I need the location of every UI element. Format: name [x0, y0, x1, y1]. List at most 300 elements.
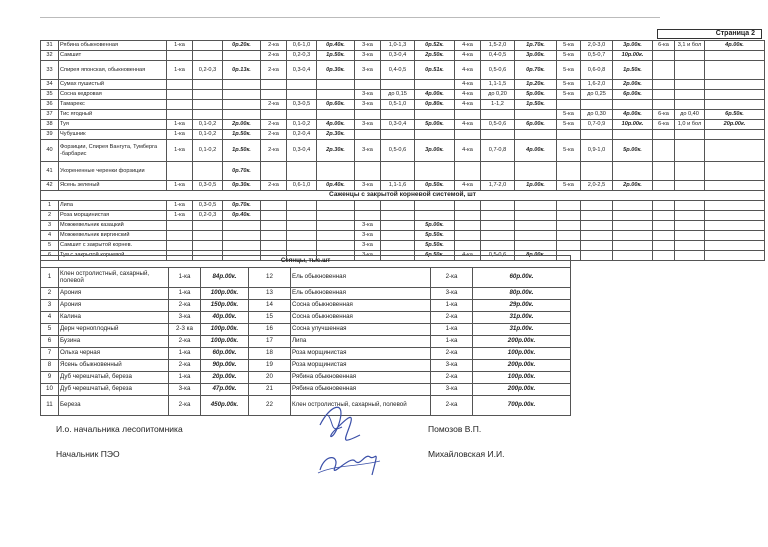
cell-price — [317, 231, 355, 241]
seedling-g1: 3-ка — [169, 312, 201, 324]
cell-height — [481, 130, 515, 140]
cell-grade: 6-ка — [653, 120, 675, 130]
seedlings-title: Сеянцы, тыс.шт — [41, 256, 571, 268]
cell-grade: 2-ка — [261, 120, 287, 130]
cell-grade — [455, 211, 481, 221]
cell-price: 1р.50к. — [515, 100, 557, 110]
cell-grade — [653, 61, 675, 80]
seedling-p1: 60р.00к. — [201, 348, 249, 360]
cell-price: 5р.50к. — [415, 241, 455, 251]
cell-height — [481, 110, 515, 120]
cell-price — [613, 201, 653, 211]
seedling-name2: Сосна обыкновенная — [291, 300, 431, 312]
cell-grade — [167, 241, 193, 251]
cell-price: 0р.52к. — [415, 41, 455, 51]
cell-grade — [653, 221, 675, 231]
cell-grade: 4-ка — [455, 90, 481, 100]
cell-height: 1,0 и бол — [675, 120, 705, 130]
cell-height — [675, 241, 705, 251]
signature-name-1: Помозов В.П. — [428, 424, 482, 434]
seedling-g2: 2-ка — [431, 268, 473, 288]
seedling-n1: 7 — [41, 348, 59, 360]
cell-height — [287, 221, 317, 231]
cell-grade: 1-ка — [167, 41, 193, 51]
section-title: Саженцы с закрытой корневой системой, шт — [41, 191, 765, 201]
cell-price: 4р.00к. — [317, 120, 355, 130]
cell-price — [613, 211, 653, 221]
cell-height: 0,3-0,5 — [287, 100, 317, 110]
cell-grade: 2-ка — [261, 41, 287, 51]
cell-price — [515, 221, 557, 231]
cell-grade — [167, 110, 193, 120]
cell-price: 0р.51к. — [415, 61, 455, 80]
cell-grade: 6-ка — [653, 110, 675, 120]
cell-price: 4р.00к. — [613, 110, 653, 120]
species-name: Тис ягодный — [59, 110, 167, 120]
seedling-n1: 4 — [41, 312, 59, 324]
cell-height — [381, 80, 415, 90]
cell-height — [481, 211, 515, 221]
table-row — [41, 324, 571, 336]
seedling-p1: 90р.00к. — [201, 360, 249, 372]
cell-grade — [455, 110, 481, 120]
species-name: Роза морщинистая — [59, 211, 167, 221]
cell-height — [581, 241, 613, 251]
cell-height — [287, 162, 317, 181]
cell-grade — [355, 110, 381, 120]
cell-height: 0,5-0,6 — [481, 251, 515, 261]
cell-grade: 2-ка — [261, 51, 287, 61]
seedling-n1: 11 — [41, 396, 59, 416]
row-number: 37 — [41, 110, 59, 120]
cell-grade: 2-ка — [261, 100, 287, 110]
price-table — [40, 40, 765, 261]
cell-height: 0,1-0,2 — [193, 130, 223, 140]
cell-grade: 3-ка — [355, 221, 381, 231]
cell-height — [675, 80, 705, 90]
cell-price — [317, 241, 355, 251]
seedling-g1: 1-ка — [169, 288, 201, 300]
seedling-n2: 17 — [249, 336, 291, 348]
seedling-p1: 450р.00к. — [201, 396, 249, 416]
cell-height: 0,4-0,5 — [381, 61, 415, 80]
cell-height: 1,7-2,0 — [481, 181, 515, 191]
cell-height — [675, 201, 705, 211]
cell-grade: 2-ка — [261, 130, 287, 140]
cell-price — [705, 181, 765, 191]
cell-grade — [653, 251, 675, 261]
species-name: Рябина обыкновенная — [59, 41, 167, 51]
cell-price — [515, 162, 557, 181]
cell-price: 2р.00к. — [223, 120, 261, 130]
cell-height: 0,4-0,5 — [481, 51, 515, 61]
cell-grade — [557, 201, 581, 211]
cell-grade: 6-ка — [653, 41, 675, 51]
cell-grade: 5-ка — [557, 80, 581, 90]
cell-height — [381, 221, 415, 231]
cell-price: 6р.00к. — [613, 90, 653, 100]
table-row — [41, 211, 765, 221]
cell-price — [705, 162, 765, 181]
seedling-n1: 10 — [41, 384, 59, 396]
seedling-g2: 2-ка — [431, 372, 473, 384]
species-name: Форзиции, Спирея Вангута, Тумберга -барбарис — [59, 140, 167, 162]
seedling-n2: 15 — [249, 312, 291, 324]
top-rule — [40, 17, 660, 18]
cell-height — [287, 241, 317, 251]
cell-height — [381, 110, 415, 120]
cell-grade: 1-ка — [167, 61, 193, 80]
cell-grade: 5-ка — [557, 41, 581, 51]
species-name: Туя с закрытой корневой — [59, 251, 167, 261]
cell-grade — [261, 231, 287, 241]
seedling-n2: 12 — [249, 268, 291, 288]
cell-grade — [653, 90, 675, 100]
cell-height: 3,1 и бол — [675, 41, 705, 51]
cell-price — [223, 100, 261, 110]
cell-height — [381, 241, 415, 251]
cell-grade — [261, 211, 287, 221]
row-number: 4 — [41, 231, 59, 241]
species-name: Можжевельник виргинский — [59, 231, 167, 241]
cell-price: 4р.00к. — [705, 41, 765, 51]
cell-price — [223, 241, 261, 251]
seedling-p1: 100р.00к. — [201, 336, 249, 348]
cell-price: 0р.40к. — [317, 181, 355, 191]
cell-grade: 1-ка — [167, 120, 193, 130]
cell-grade — [261, 80, 287, 90]
cell-height: 0,2-0,3 — [193, 61, 223, 80]
section-row — [41, 256, 571, 268]
cell-price — [613, 100, 653, 110]
cell-price — [613, 231, 653, 241]
seedling-name1: Дуб черешчатый, береза — [59, 372, 169, 384]
section-row — [41, 191, 765, 201]
seedling-n2: 22 — [249, 396, 291, 416]
seedling-name2: Роза морщинистая — [291, 348, 431, 360]
table-row — [41, 80, 765, 90]
cell-grade: 1-ка — [167, 140, 193, 162]
cell-height — [675, 211, 705, 221]
cell-price — [317, 80, 355, 90]
cell-grade — [455, 231, 481, 241]
row-number: 39 — [41, 130, 59, 140]
seedling-n2: 19 — [249, 360, 291, 372]
cell-height — [193, 231, 223, 241]
cell-height: 0,3-0,4 — [287, 61, 317, 80]
cell-height — [675, 90, 705, 100]
species-name: Чубушник — [59, 130, 167, 140]
row-number: 42 — [41, 181, 59, 191]
page-label: Страница 2 — [657, 29, 762, 39]
cell-height: 0,2-0,4 — [287, 130, 317, 140]
cell-price — [705, 201, 765, 211]
cell-price: 2р.30к. — [317, 130, 355, 140]
row-number: 3 — [41, 221, 59, 231]
cell-price: 1р.50к. — [223, 130, 261, 140]
cell-price: 0р.70к. — [223, 162, 261, 181]
table-row — [41, 140, 765, 162]
cell-price: 0р.70к. — [515, 61, 557, 80]
seedling-p2: 700р.00к. — [473, 396, 571, 416]
cell-price: 5р.00к. — [613, 140, 653, 162]
seedling-n2: 18 — [249, 348, 291, 360]
cell-grade — [455, 221, 481, 231]
cell-price: 6р.00к. — [515, 120, 557, 130]
cell-grade — [355, 211, 381, 221]
cell-height: 0,7-0,8 — [481, 140, 515, 162]
cell-grade — [653, 211, 675, 221]
seedling-name2: Рябина обыкновенная — [291, 372, 431, 384]
seedling-g2: 1-ка — [431, 324, 473, 336]
cell-height: 0,3-0,4 — [381, 120, 415, 130]
cell-grade — [355, 201, 381, 211]
cell-grade — [653, 100, 675, 110]
cell-height — [581, 211, 613, 221]
cell-grade — [557, 130, 581, 140]
cell-grade — [167, 80, 193, 90]
cell-price: 3р.00к. — [515, 51, 557, 61]
row-number: 32 — [41, 51, 59, 61]
cell-grade: 4-ка — [455, 140, 481, 162]
cell-grade — [653, 80, 675, 90]
row-number: 34 — [41, 80, 59, 90]
seedling-g1: 1-ка — [169, 348, 201, 360]
cell-grade — [653, 201, 675, 211]
row-number: 33 — [41, 61, 59, 80]
cell-height: 0,3-0,5 — [193, 201, 223, 211]
cell-grade — [455, 241, 481, 251]
cell-price: 6р.50к. — [415, 251, 455, 261]
cell-height — [675, 181, 705, 191]
cell-height — [287, 110, 317, 120]
seedling-g1: 2-ка — [169, 360, 201, 372]
table-row — [41, 110, 765, 120]
cell-price — [317, 211, 355, 221]
cell-height — [675, 61, 705, 80]
cell-grade: 4-ка — [455, 100, 481, 110]
cell-grade — [261, 110, 287, 120]
cell-height — [193, 90, 223, 100]
seedling-p1: 20р.00к. — [201, 372, 249, 384]
cell-price: 0р.70к. — [223, 201, 261, 211]
cell-height — [193, 221, 223, 231]
row-number: 41 — [41, 162, 59, 181]
cell-height — [675, 140, 705, 162]
cell-grade: 3-ка — [355, 41, 381, 51]
cell-height: 0,1-0,2 — [193, 140, 223, 162]
seedling-name1: Дерн черноплодный — [59, 324, 169, 336]
table-row — [41, 181, 765, 191]
cell-price — [705, 231, 765, 241]
seedling-name2: Рябина обыкновенная — [291, 384, 431, 396]
seedling-name2: Роза морщинистая — [291, 360, 431, 372]
cell-height — [581, 251, 613, 261]
cell-height: 0,5-0,6 — [481, 61, 515, 80]
cell-grade — [557, 231, 581, 241]
table-row — [41, 162, 765, 181]
cell-grade — [261, 201, 287, 211]
seedling-n1: 9 — [41, 372, 59, 384]
cell-price — [515, 130, 557, 140]
table-row — [41, 312, 571, 324]
table-row — [41, 61, 765, 80]
cell-grade — [167, 162, 193, 181]
seedling-g2: 2-ка — [431, 396, 473, 416]
cell-height: 1-1,2 — [481, 100, 515, 110]
row-number: 2 — [41, 211, 59, 221]
cell-grade: 5-ка — [557, 90, 581, 100]
cell-price — [515, 211, 557, 221]
cell-price: 0р.40к. — [317, 41, 355, 51]
seedling-name1: Бузина — [59, 336, 169, 348]
seedling-name1: Арония — [59, 288, 169, 300]
cell-grade — [557, 100, 581, 110]
cell-height: 0,6-1,0 — [287, 181, 317, 191]
cell-grade — [261, 221, 287, 231]
seedling-g2: 3-ка — [431, 384, 473, 396]
cell-price: 0р.20к. — [223, 41, 261, 51]
seedling-name1: Дуб черешчатый, береза — [59, 384, 169, 396]
cell-price: 3р.00к. — [613, 41, 653, 51]
cell-price — [705, 221, 765, 231]
cell-price: 2р.50к. — [415, 51, 455, 61]
cell-height — [193, 41, 223, 51]
cell-grade: 4-ка — [455, 120, 481, 130]
cell-price — [223, 51, 261, 61]
cell-price: 4р.00к. — [515, 140, 557, 162]
cell-price — [705, 140, 765, 162]
cell-height: до 0,30 — [581, 110, 613, 120]
row-number: 38 — [41, 120, 59, 130]
cell-height: 1,6-2,0 — [581, 80, 613, 90]
cell-price: 1р.00к. — [515, 181, 557, 191]
signature-role-1: И.о. начальника лесопитомника — [56, 424, 183, 434]
seedling-g1: 2-3 ка — [169, 324, 201, 336]
cell-price — [515, 231, 557, 241]
cell-height — [381, 231, 415, 241]
cell-price: 1р.50к. — [223, 140, 261, 162]
seedling-p2: 100р.00к. — [473, 372, 571, 384]
table-row — [41, 336, 571, 348]
seedling-p2: 60р.00к. — [473, 268, 571, 288]
row-number: 35 — [41, 90, 59, 100]
cell-height — [675, 231, 705, 241]
cell-price — [317, 90, 355, 100]
cell-height: 0,5-0,6 — [381, 140, 415, 162]
seedling-g1: 1-ка — [169, 268, 201, 288]
cell-price: 5р.00к. — [415, 221, 455, 231]
cell-grade: 1-ка — [167, 201, 193, 211]
cell-grade: 5-ка — [557, 181, 581, 191]
seedling-name1: Береза — [59, 396, 169, 416]
cell-grade: 4-ка — [455, 181, 481, 191]
table-row — [41, 41, 765, 51]
cell-grade — [355, 162, 381, 181]
cell-grade — [261, 90, 287, 100]
cell-price — [515, 201, 557, 211]
cell-price — [223, 221, 261, 231]
seedling-g2: 1-ка — [431, 336, 473, 348]
cell-grade: 5-ка — [557, 51, 581, 61]
cell-price — [223, 80, 261, 90]
row-number: 31 — [41, 41, 59, 51]
cell-price — [613, 162, 653, 181]
seedling-p1: 84р.00к. — [201, 268, 249, 288]
table-row — [41, 268, 571, 288]
cell-grade: 4-ка — [455, 80, 481, 90]
seedling-g1: 2-ка — [169, 396, 201, 416]
cell-price: 5р.00к. — [515, 90, 557, 100]
table-row — [41, 231, 765, 241]
cell-price — [705, 251, 765, 261]
cell-price — [705, 80, 765, 90]
seedling-name1: Калина — [59, 312, 169, 324]
seedling-name1: Арония — [59, 300, 169, 312]
cell-grade — [355, 130, 381, 140]
cell-grade — [653, 162, 675, 181]
cell-height: 0,3-0,4 — [381, 51, 415, 61]
cell-height: 1,5-2,0 — [481, 41, 515, 51]
cell-grade: 2-ка — [261, 140, 287, 162]
seedling-n1: 6 — [41, 336, 59, 348]
cell-height — [675, 221, 705, 231]
cell-height: 0,6-0,8 — [581, 61, 613, 80]
cell-price — [223, 110, 261, 120]
cell-height: 0,2-0,3 — [287, 51, 317, 61]
cell-grade: 5-ка — [557, 110, 581, 120]
cell-grade — [653, 241, 675, 251]
seedling-name2: Ель обыкновенная — [291, 268, 431, 288]
cell-grade — [167, 90, 193, 100]
seedling-name2: Сосна улучшенная — [291, 324, 431, 336]
cell-height — [581, 130, 613, 140]
cell-height — [381, 211, 415, 221]
seedling-g2: 3-ка — [431, 288, 473, 300]
species-name: Спирея японская, обыкновенная — [59, 61, 167, 80]
species-name: Можжевельник казацкий — [59, 221, 167, 231]
cell-price — [613, 241, 653, 251]
seedling-n1: 2 — [41, 288, 59, 300]
cell-price: 10р.00к. — [613, 51, 653, 61]
species-name: Липа — [59, 201, 167, 211]
seedling-p2: 200р.00к. — [473, 384, 571, 396]
cell-price — [705, 90, 765, 100]
species-name: Самшит с закрытой корнев. — [59, 241, 167, 251]
cell-grade — [557, 221, 581, 231]
cell-price — [705, 100, 765, 110]
cell-grade: 2-ка — [261, 181, 287, 191]
cell-grade — [653, 181, 675, 191]
seedling-g1: 1-ка — [169, 372, 201, 384]
species-name: Укорененные черенки форзиции — [59, 162, 167, 181]
cell-price: 1р.50к. — [317, 51, 355, 61]
seedling-g2: 3-ка — [431, 360, 473, 372]
cell-price — [415, 162, 455, 181]
cell-height: 0,5-0,6 — [481, 120, 515, 130]
cell-price: 0р.30к. — [317, 61, 355, 80]
seedling-name1: Ольха черная — [59, 348, 169, 360]
cell-price — [223, 90, 261, 100]
seedling-g1: 3-ка — [169, 384, 201, 396]
table-row — [41, 221, 765, 231]
cell-price — [515, 241, 557, 251]
table-row — [41, 120, 765, 130]
table-row — [41, 241, 765, 251]
cell-height — [675, 51, 705, 61]
seedling-name2: Клен остролистный, сахарный, полевой — [291, 396, 431, 416]
seedling-n2: 20 — [249, 372, 291, 384]
